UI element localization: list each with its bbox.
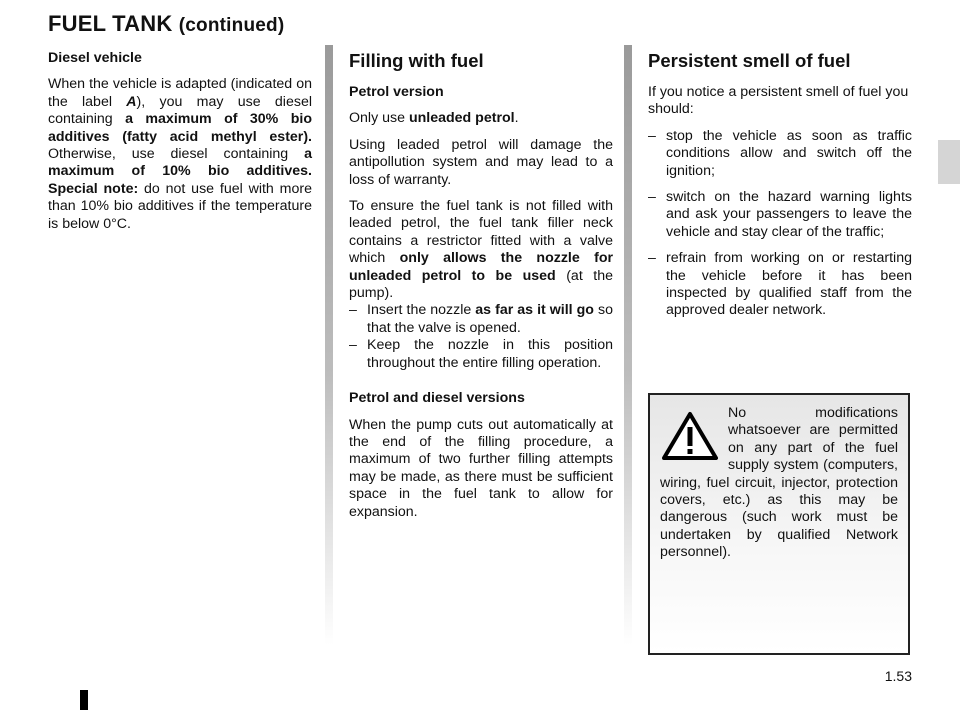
emphasis-text: unleaded petrol <box>408 110 515 127</box>
list-item: – refrain from working on or restarting the vehicle before it has been inspected by qualified staff from the approved dealer network. <box>648 250 912 320</box>
smell-intro: If you notice a persistent smell of fuel you should: <box>648 84 909 118</box>
column-separator <box>624 45 632 645</box>
nozzle-instructions-list <box>349 302 613 372</box>
page-title <box>48 11 284 37</box>
chapter-tab <box>938 140 960 184</box>
list-item <box>349 337 613 372</box>
edge-marker <box>80 690 88 710</box>
diesel-paragraph <box>48 76 312 233</box>
column-diesel <box>48 50 312 242</box>
body-text: . <box>514 110 519 127</box>
body-text: Only use <box>349 110 409 127</box>
column-filling <box>349 50 613 530</box>
pump-cutout-paragraph: When the pump cuts out automatically at the end of the filling procedure, a maximum of two further filling attempts may be made, as there must be sufficient space in the fuel tank to allow for expansion. <box>349 416 613 520</box>
body-text: so that the valve is opened. <box>367 302 613 336</box>
unleaded-paragraph <box>349 110 613 127</box>
warning-box <box>648 393 910 655</box>
filling-heading: Filling with fuel <box>349 50 484 71</box>
body-text: To ensure the fuel tank is not filled with leaded petrol, the fuel tank filler neck contains a restrictor fitted with a valve which <box>349 198 613 267</box>
body-text: (at the pump). <box>349 267 613 302</box>
body-text: Keep the nozzle in this position throughout the entire filling operation. <box>367 337 613 371</box>
warning-text: No modifications whatsoever are permitted on any part of the fuel supply system (computers, wiring, fuel circuit, injector, protection covers, etc.) as this may be dangerous (such work must be undertaken by qualified Network personnel). <box>660 405 898 561</box>
title-main: FUEL TANK <box>48 11 173 36</box>
emphasis-text: A <box>126 93 137 110</box>
column-separator <box>325 45 333 645</box>
title-suffix: (continued) <box>178 15 285 36</box>
smell-heading: Persistent smell of fuel <box>648 50 851 71</box>
petrol-version-subheading: Petrol version <box>349 84 444 100</box>
warning-triangle-icon <box>662 411 718 461</box>
list-item <box>349 302 613 337</box>
emphasis-text: a maximum of 10% bio additives. <box>48 146 312 180</box>
list-item: – switch on the hazard warning lights and ask your passengers to leave the vehicle and stay clear of the traffic; <box>648 189 912 241</box>
list-item: – stop the vehicle as soon as traffic conditions allow and switch off the ignition; <box>648 128 912 180</box>
petrol-diesel-subheading: Petrol and diesel versions <box>349 390 525 407</box>
restrictor-paragraph <box>349 198 613 302</box>
smell-actions-list <box>648 128 912 320</box>
emphasis-text: as far as it will go <box>475 302 594 319</box>
emphasis-text: a maximum of 30% bio additives (fatty acid methyl ester). <box>48 111 312 145</box>
page-number: 1.53 <box>884 668 912 684</box>
leaded-warning-paragraph: Using leaded petrol will damage the antipollution system and may lead to a loss of warranty. <box>349 136 613 188</box>
diesel-heading: Diesel vehicle <box>48 50 142 66</box>
body-text: Otherwise, use diesel containing <box>48 146 305 163</box>
emphasis-text: Special note: <box>48 180 139 197</box>
column-smell <box>648 50 912 329</box>
body-text: ), you may use diesel containing <box>48 93 312 128</box>
body-text: When the vehicle is adapted (indicated on the label <box>48 76 312 110</box>
body-text: Insert the nozzle <box>367 302 476 319</box>
emphasis-text: only allows the nozzle for unleaded petrol to be used <box>349 250 614 284</box>
body-text: do not use fuel with more than 10% bio additives if the temperature is below 0°C. <box>48 180 312 232</box>
